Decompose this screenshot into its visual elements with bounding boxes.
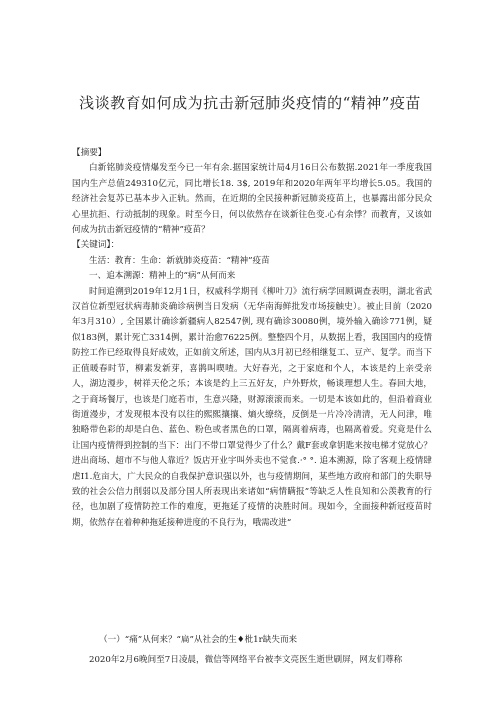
section2-paragraph: 2020年2月6晚间至7日凌晨，微信等网络平台被李文亮医生逝世刷屏，网友们尊称: [89, 655, 403, 666]
section2-heading: （一）“痛”从何来？“扁”从社会的生♦枇1r缺失而来: [99, 635, 298, 645]
section2: [72, 633, 432, 669]
section1-paragraph: 时间追溯到2019年12月1日，权威科学期刊《柳叶刀》流行病学回顾调查表明，湖北省武汉首位新型冠状病毒肺炎确诊病例当日发病（无华南海鲜批发市场接触史）。被止目前（2020年3月310）, 全国累计确诊新疆病人82547例, 现有确诊30080例，境外输入确诊771例，疑似183例，累计死亡3314例，累计治愈76225例。整整四个月，从数据上看，我国国内的疫情防控工作已经取得良好成效，正如前文所述，国内从3月初已经相继复工、豆产、复学。而当下正值暖春时节，柳素发新芽，喜鹊叫喫喳。大好春光，之于家庭和个人，本该是约上亲受亲人，湖边漫步，树祥天伦之乐；本该是约上三五好友，户外野炊，畅谈理想人生。春回大地，之于商场餐厅，也该是门庭若市，生意兴隆，财源滚滚而来。一切是本该如此的，但沿着商业街道漫步，才发现根本没有以往的熙熙攘攘、熵火缭绕，反倒是一片冷冷清清，无人问津，唯独略带色彩的却是白色、蓝色、粉色或者黑色的口罩，隔离着病毒，也隔离着爱。究竟是什么让国内疫情得到控制的当下：出门不带口罩觉得少了什么？戴F套或拿钥匙来按电梯才觉放心？进出商场、超市不与他人靠近？饭店开业宇叫外卖也不觉食.·° °. 追本溯源，除了客观上疫情肆虐I1.危亩大，广大民众的自我保护意识强以外，也与疫情期间，某些地方政府和部门的失职导致的社会公信力削弱以及部分国人所表现出来诸如“病情瞒报”等缺乏人性良知和公羡教育的行径，也加剧了疫情防控工作的难度，更拖延了疫情的决胜时间。现如今，全面接种新冠疫苗时期，依然存在着种种拖延接种进度的不良行为，哦需改进“: [72, 286, 432, 528]
section1-heading: 一、追本溯源：精神上的“病”从何而来: [89, 271, 236, 282]
keywords-heading: 【关键词】：: [72, 240, 120, 251]
keywords-text: 生活：教育：生命：新就肺炎疫苗：“精神”疫苗: [89, 255, 270, 266]
abstract-heading: 【摘要】: [72, 148, 107, 158]
abstract-section: [72, 146, 432, 531]
document-title: 浅谈教育如何成为抗击新冠肺炎疫情的“精神”疫苗: [79, 94, 421, 112]
abstract-text: 白新铭肺炎疫情爆发至今已一年有余.据国家统计局4月16日公布数据.2021年一季度我国国内生产总值249310亿元，同比增长18. 3$, 2019年和2020年两年平均增长5.05。我国的经济社会复苏已基本步入正轨。然而，在近期的全民接种新冠肺炎疫苗上，也暴露出部分民众心里抗拒、行动抵制的现象。时至今日，何以依然存在谈新往色变.心有余悸？而教育，又该如何成为抗击新冠疫情的“精神”疫苗？: [72, 163, 432, 236]
